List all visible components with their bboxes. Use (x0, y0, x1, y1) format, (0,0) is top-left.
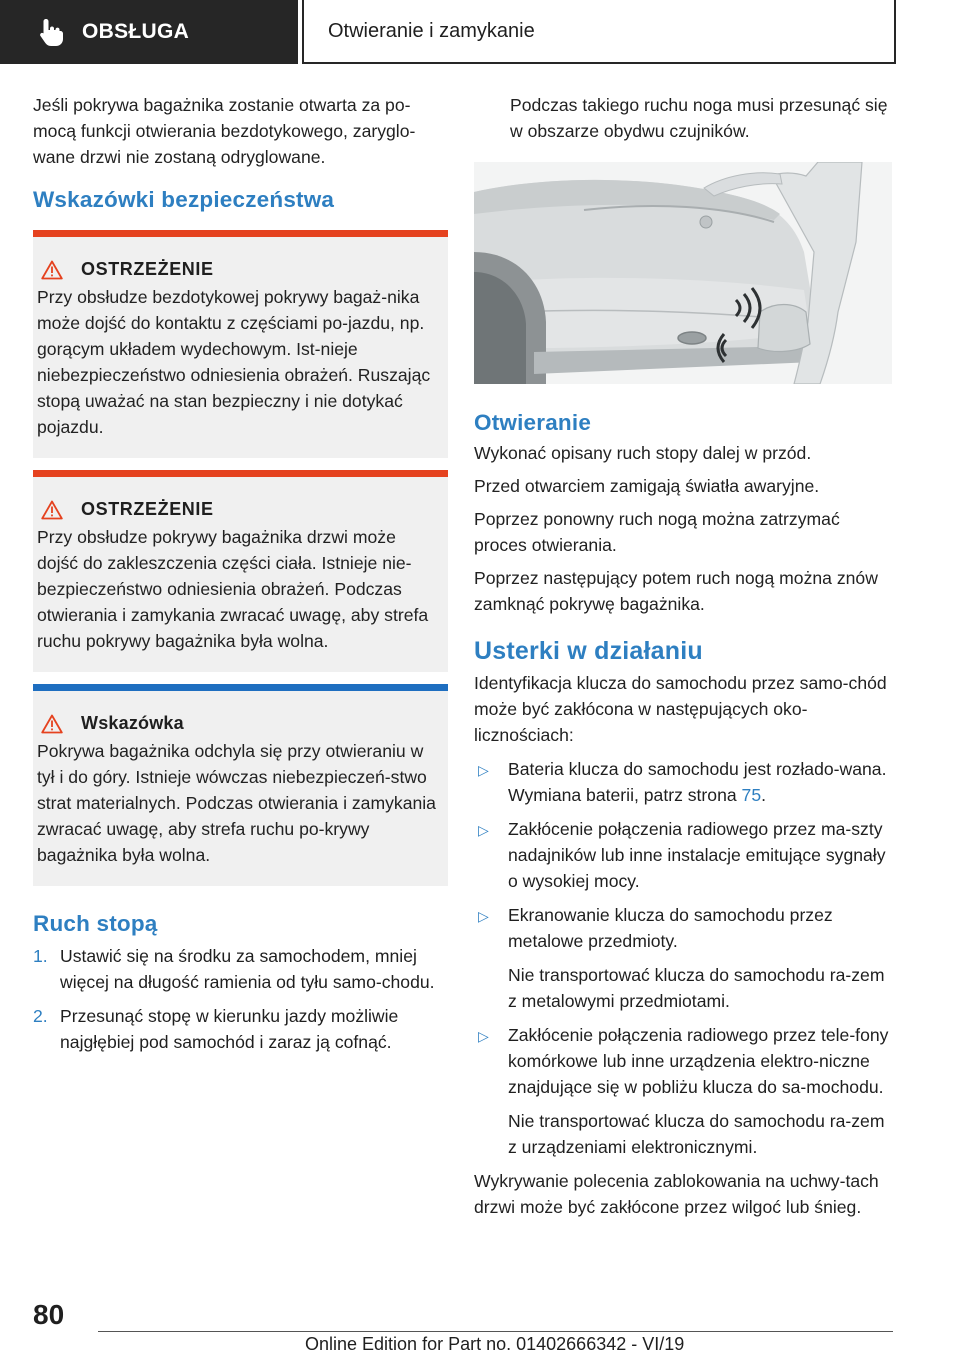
kick-sensor-illustration (474, 162, 892, 384)
intro-paragraph: Jeśli pokrywa bagażnika zostanie otwarta za po-mocą funkcji otwierania bezdotykowego, zaryglo-wane drzwi nie zostaną odryglowane. (33, 95, 416, 167)
opening-paragraph: Poprzez następujący potem ruch nogą można znów zamknąć pokrywę bagażnika. (474, 568, 878, 614)
warning-title: OSTRZEŻENIE (81, 259, 214, 279)
warning-text: Przy obsłudze pokrywy bagażnika drzwi może dojść do zakleszczenia części ciała. Istnieje nie-bezpieczeństwo odniesienia obrażeń. Podczas otwierania i zamykania zwracać uwagę, aby strefa ruchu pokrywy bagażnika była wolna. (37, 527, 429, 651)
faults-list (474, 756, 892, 1160)
list-item (33, 943, 448, 995)
opening-heading: Otwieranie (474, 410, 592, 435)
list-item (474, 1022, 892, 1160)
faults-intro: Identyfikacja klucza do samochodu przez samo-chód może być zakłócona w następujących oko-licznościach: (474, 673, 887, 745)
bullet-subtext: Nie transportować klucza do samochodu ra-zem z metalowymi przedmiotami. (508, 965, 885, 1011)
warning-text: Przy obsłudze bezdotykowej pokrywy bagaż-nika może dojść do kontaktu z częściami po-jazdu, np. gorącym układem wydechowym. Ist-nieje niebezpieczeństwo odniesienia obrażeń. Ruszając stopą uważać na stan bezpieczny i nie dotykać pojazdu. (37, 287, 431, 437)
hint-box (33, 684, 448, 886)
list-item (474, 902, 892, 1014)
warning-box-1 (33, 230, 448, 458)
bullet-text: Zakłócenie połączenia radiowego przez tele-fony komórkowe lub inne urządzenia elektro-niczne znajdujące się w pobliżu klucza do sa-mochodu. (508, 1025, 889, 1097)
safety-heading: Wskazówki bezpieczeństwa (33, 187, 335, 212)
triangle-bullet-icon: ▷ (478, 822, 489, 838)
car-rear-foot-illustration (474, 162, 892, 384)
triangle-bullet-icon: ▷ (478, 762, 489, 778)
continued-step-text: Podczas takiego ruchu noga musi przesunąć się w obszarze obydwu czujników. (510, 95, 888, 141)
step-number: 2. (33, 1006, 48, 1026)
left-column (33, 92, 448, 1063)
list-item (474, 816, 892, 894)
chapter-title: Otwieranie i zamykanie (328, 19, 535, 42)
bullet-subtext: Nie transportować klucza do samochodu ra-zem z urządzeniami elektronicznymi. (508, 1111, 885, 1157)
opening-paragraph: Przed otwarciem zamigają światła awaryjne. (474, 476, 820, 496)
chapter-title-box (302, 0, 896, 64)
warning-triangle-icon (41, 260, 63, 280)
footer-divider (98, 1331, 893, 1332)
triangle-bullet-icon: ▷ (478, 908, 489, 924)
warning-box-2 (33, 470, 448, 672)
list-item (33, 1003, 448, 1055)
bullet-text: Ekranowanie klucza do samochodu przez metalowe przedmioty. (508, 905, 833, 951)
triangle-bullet-icon: ▷ (478, 1028, 489, 1044)
steps-list (33, 943, 448, 1055)
warning-triangle-icon (41, 714, 63, 734)
hint-title: Wskazówka (81, 713, 184, 733)
edition-footer: Online Edition for Part no. 01402666342 - VI/19 (305, 1334, 685, 1354)
bullet-tail: . (761, 785, 767, 805)
step-text: Przesunąć stopę w kierunku jazdy możliwie najgłębiej pod samochód i zaraz ją cofnąć. (60, 1006, 399, 1052)
page-header (0, 0, 960, 66)
step-text: Ustawić się na środku za samochodem, mniej więcej na długość ramienia od tyłu samo-chodu. (60, 946, 435, 992)
opening-paragraph: Poprzez ponowny ruch nogą można zatrzymać proces otwierania. (474, 509, 840, 555)
hand-pointer-icon (38, 17, 66, 47)
step-number: 1. (33, 946, 48, 966)
foot-motion-heading: Ruch stopą (33, 911, 158, 936)
opening-paragraph: Wykonać opisany ruch stopy dalej w przód. (474, 443, 812, 463)
bullet-text: Zakłócenie połączenia radiowego przez ma-szty nadajników lub inne instalacje emitujące sygnały o wysokiej mocy. (508, 819, 886, 891)
bullet-text: Bateria klucza do samochodu jest rozłado-wana. Wymiana baterii, patrz strona (508, 759, 887, 805)
faults-heading: Usterki w działaniu (474, 637, 703, 665)
closing-paragraph: Wykrywanie polecenia zablokowania na uchwy-tach drzwi może być zakłócone przez wilgoć lub śnieg. (474, 1171, 879, 1217)
page-link[interactable]: 75 (741, 785, 762, 805)
warning-triangle-icon (41, 500, 63, 520)
list-item (474, 756, 892, 808)
section-label: OBSŁUGA (82, 20, 190, 43)
hint-text: Pokrywa bagażnika odchyla się przy otwieraniu w tył i do góry. Istnieje wówczas niebezpieczeń-stwo strat materialnych. Podczas otwierania i zamykania zwracać uwagę, aby strefa ruchu po-krywy bagażnika była wolna. (37, 741, 436, 865)
warning-title: OSTRZEŻENIE (81, 499, 214, 519)
right-column (474, 92, 892, 1220)
section-tab (0, 0, 298, 64)
page-number: 80 (33, 1299, 65, 1330)
